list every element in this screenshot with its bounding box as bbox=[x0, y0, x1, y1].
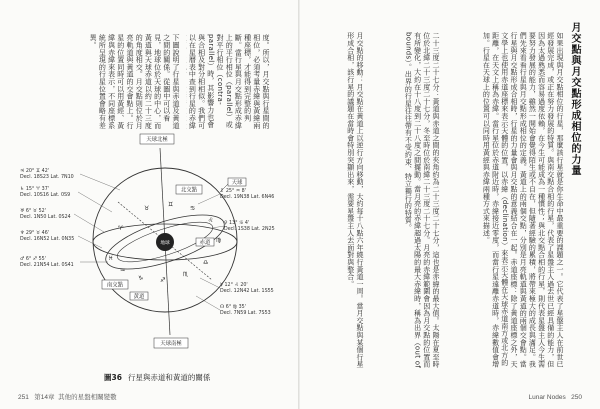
planet-readout-neptune bbox=[20, 230, 102, 248]
left-page-number: 251 bbox=[18, 394, 29, 401]
figure-caption-text: 行星與赤道和黃道的關係 bbox=[127, 373, 211, 382]
figure-caption-label: 圖36 bbox=[104, 373, 122, 382]
svg-text:Decl. 18S23 Lat. 7N10: Decl. 18S23 Lat. 7N10 bbox=[20, 175, 74, 180]
svg-text:Decl. 21N54 Lat. 0S41: Decl. 21N54 Lat. 0S41 bbox=[20, 263, 74, 268]
left-body-column-2 bbox=[50, 34, 180, 132]
svg-text:Decl. 10S16 Lat. 0S9: Decl. 10S16 Lat. 0S9 bbox=[20, 193, 71, 198]
zodiac-glyph: ♋ bbox=[190, 205, 196, 212]
right-footer bbox=[528, 394, 582, 401]
zodiac-glyph: ♉ bbox=[144, 205, 150, 212]
planet-readout-venus bbox=[212, 220, 275, 232]
left-body-paragraph-1: 度。所以，月交點與行星間的相位，必須考量赤緯與黃緯兩種座標，才能得到完整的判斷。當行星與月交點形成赤緯上的平行相位（parallel）或對平行相位（contra-parallel）時，其影響力也會與合相及對分相相似。我們可以在星曆表中查到行星的赤緯 bbox=[188, 34, 270, 129]
right-page-number: 250 bbox=[571, 394, 582, 401]
figure-caption bbox=[104, 372, 210, 383]
svg-text:♀ 13° ♋ 4': ♀ 13° ♋ 4' bbox=[224, 221, 250, 226]
zodiac-glyph: ♑ bbox=[138, 275, 144, 282]
zodiac-glyph: ♈ bbox=[118, 225, 124, 232]
celestial-north-label: 天球北極 bbox=[146, 137, 168, 143]
svg-text:♄ 15° ♈ 37': ♄ 15° ♈ 37' bbox=[20, 187, 50, 192]
svg-text:♅ 6° ♉ 52': ♅ 6° ♉ 52' bbox=[20, 209, 47, 214]
north-node-label: 北交點 bbox=[180, 187, 198, 194]
zodiac-glyph: ♎ bbox=[203, 259, 209, 266]
celestial-south-label: 天球南極 bbox=[160, 341, 182, 347]
svg-text:♃ 20° ♊ 42': ♃ 20° ♊ 42' bbox=[20, 169, 50, 174]
zodiac-glyph: ♓ bbox=[108, 255, 114, 262]
zodiac-glyph: ♐ bbox=[160, 277, 166, 284]
right-footer-label: Lunar Nodes bbox=[528, 394, 566, 401]
south-node-label: 南交點 bbox=[106, 282, 124, 289]
zodiac-glyph: ♌ bbox=[208, 217, 214, 224]
right-body-column-2 bbox=[368, 32, 440, 372]
right-body-paragraph-3: 月交點的移動：月交點在黃道上以逆行方向移動，大約每十八點六年繞行黃道一周。當月交點與某個行星形成合相，該行星的議題在當時會特別突顯出來，需要星盤主人去面對與整合。 bbox=[346, 32, 364, 368]
svg-text:♆ 29° ♉ 46': ♆ 29° ♉ 46' bbox=[20, 231, 50, 236]
left-footer-title: 其他的星盤相關變數 bbox=[58, 394, 117, 401]
left-body-column-1 bbox=[186, 34, 270, 132]
celestial-sphere-label: 天球 bbox=[231, 180, 243, 186]
planet-readout-uranus bbox=[20, 208, 104, 232]
svg-text:☊ 6° ♍ 35': ☊ 6° ♍ 35' bbox=[220, 305, 247, 310]
right-body-paragraph-1: 如果出現與月交點相位的行星，那麼該行星就是你生命中最重要的課題之一。它代表了星盤主人在前世已經發展完成，或正在努力發展的特質。與南交點合相的行星，代表了星盤主人過去世已經具備的能力，但因為太過熟悉而容易過度依賴，在今生可能成為一種慣性；與北交點合相的行星，則代表星盤主人今生需要努力發展的能力，雖然一開始會覺得陌生或不自在，但隨著經驗的累積，將帶來極大的成長與滿足。我們先來看看行星與月交點形成相位的定義。黃道上的兩個交點，分別是月亮軌道與黃道的兩個交會點。當行星與月交點形成合相時，行星的力量會與月交點的意義結合在一起。赤道座標：除了黃道座標之外，天文學上也使用赤道座標來表示天體的位置，以赤緯（declination）來表示天體在天球赤道南方或北方的距離，在天文上稱為赤緯。當行星位於赤道附近時，赤緯接近零度，而當行星遠離赤道時，赤緯數值會增加。行星在天球上的位置可以同時用黃經與赤緯兩種方式來描述。 bbox=[482, 32, 564, 368]
zodiac-glyph: ♍ bbox=[216, 237, 222, 244]
left-footer bbox=[18, 392, 117, 401]
svg-text:☿ 12° ♌ 20': ☿ 12° ♌ 20' bbox=[220, 283, 248, 288]
celestial-sphere-diagram bbox=[0, 130, 300, 370]
right-body-paragraph-2: 二十三度二十七分：黃道與赤道之間的夾角約為二十三度二十七分，這也是赤緯的最大值。太陽在夏至時位於北緯二十三度二十七分，冬至時位於南緯二十三度二十七分。月亮的赤緯範圍會因為月交點的位置而有所變化，大約在十八度到二十八度之間擺動。當月亮的赤緯超過太陽的最大赤緯時，稱為出界（out of bounds）。出界的行星往往帶有不受約束、特立獨行的特質。 bbox=[404, 32, 440, 369]
planet-readout-mercury bbox=[200, 278, 274, 294]
earth-label: 地球 bbox=[160, 241, 170, 246]
equator-label: 赤道 bbox=[199, 240, 211, 246]
svg-text:♂ 6° ♐ 55': ♂ 6° ♐ 55' bbox=[20, 257, 47, 262]
planet-readout-node bbox=[196, 296, 271, 316]
svg-text:Decl. 19N38 Lat. 6N46: Decl. 19N38 Lat. 6N46 bbox=[220, 195, 275, 200]
svg-text:Decl. 1S38 Lat. 2N25: Decl. 1S38 Lat. 2N25 bbox=[224, 227, 275, 232]
svg-text:Decl. 16N52 Lat. 0N35: Decl. 16N52 Lat. 0N35 bbox=[20, 237, 75, 242]
ecliptic-label: 黃道 bbox=[133, 294, 145, 300]
right-page bbox=[300, 0, 600, 409]
svg-text:Decl. 1N50 Lat. 0S24: Decl. 1N50 Lat. 0S24 bbox=[20, 215, 71, 220]
svg-text:Decl. 7N59 Lat. 7S53: Decl. 7N59 Lat. 7S53 bbox=[220, 311, 271, 316]
right-body-column-1 bbox=[444, 32, 564, 372]
zodiac-glyph: ♏ bbox=[183, 271, 189, 278]
right-body-column-3 bbox=[328, 32, 364, 372]
svg-text:Decl. 12N42 Lat. 1S55: Decl. 12N42 Lat. 1S55 bbox=[220, 289, 274, 294]
zodiac-glyph: ♒ bbox=[120, 267, 126, 274]
zodiac-glyph: ♊ bbox=[168, 201, 174, 208]
left-footer-chapter: 第14章 bbox=[34, 394, 55, 401]
svg-text:♇ 25° ♒ 8': ♇ 25° ♒ 8' bbox=[220, 189, 247, 194]
planet-readout-pluto bbox=[198, 188, 274, 204]
left-body-paragraph-2: 下圖說明了行星與赤道及黃道之間的關係。從圖中可以看見，地球位於天球的中心，而黃道與天球赤道以約二十三度的角度相交。月交點則位於月亮軌道與黃道的交會點上。行星的位置同時可以用黃經、黃緯與赤緯來表示，不同座標系統所呈現的行星位置會略有差異。 bbox=[89, 34, 180, 129]
section-heading: 月交點與月交點形成相位的力量 bbox=[569, 22, 580, 176]
